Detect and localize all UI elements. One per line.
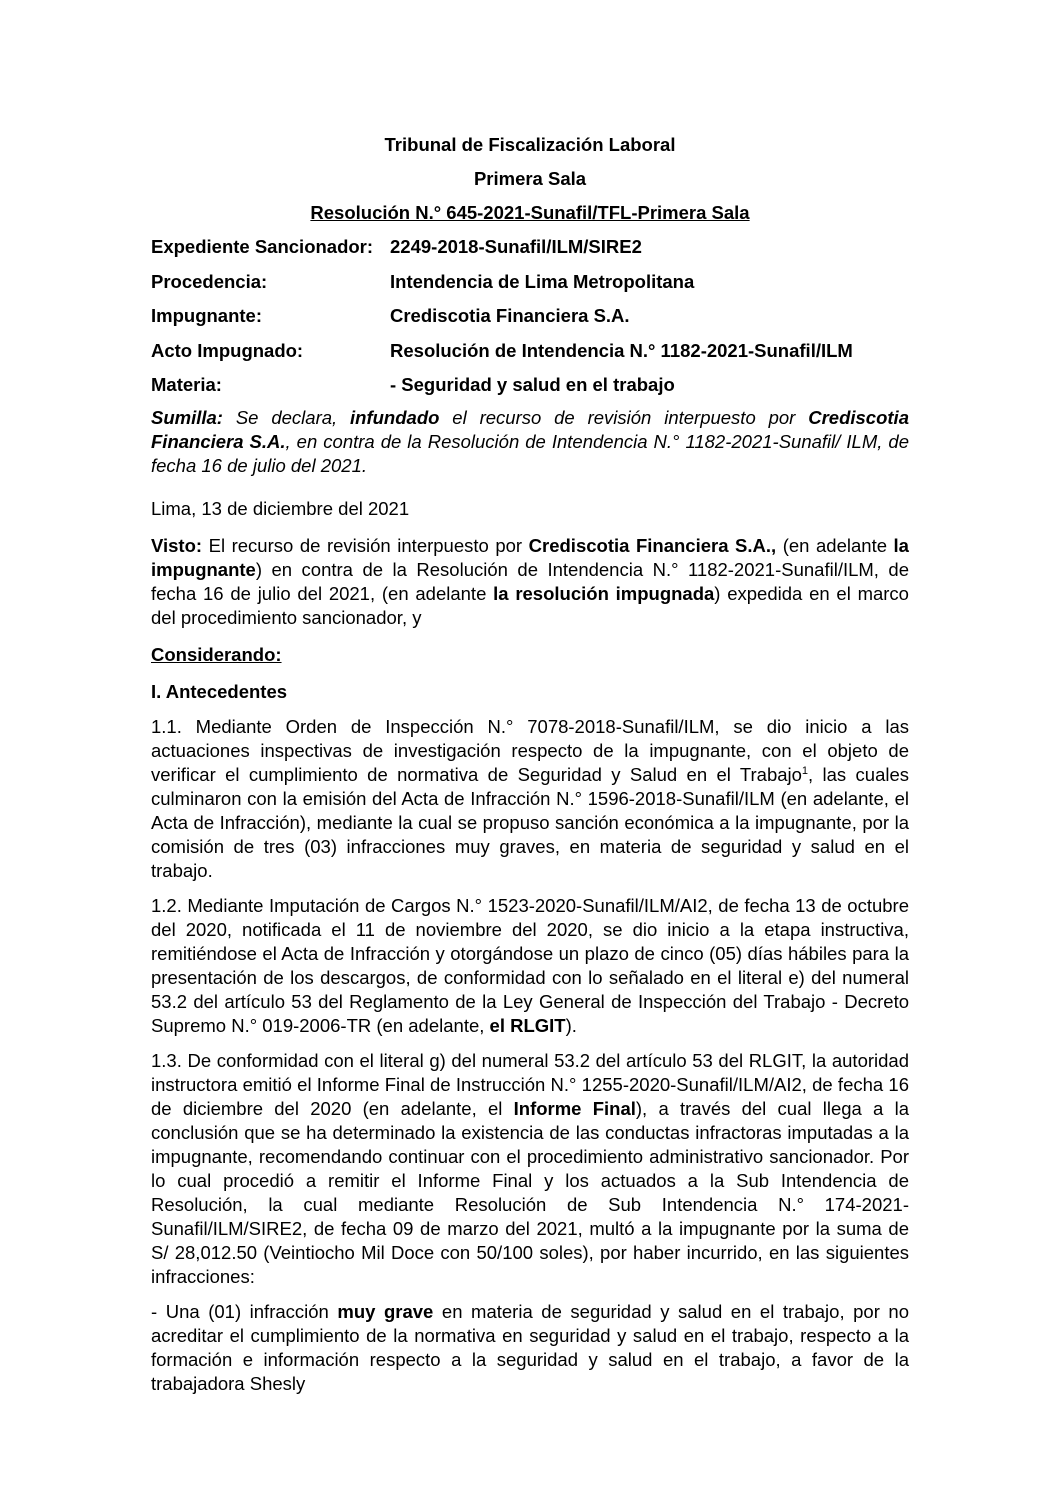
meta-label: Materia:: [151, 374, 222, 395]
text-run-bold: infundado: [350, 406, 440, 428]
visto-paragraph: [151, 534, 909, 630]
sumilla-label: Sumilla:: [151, 406, 223, 428]
meta-row-procedencia: [151, 265, 909, 300]
text-run-bold: Crediscotia Financiera S.A.,: [528, 534, 777, 556]
meta-value: Crediscotia Financiera S.A.: [390, 305, 630, 326]
resolution-number: Resolución N.° 645-2021-Sunafil/TFL-Primera Sala: [310, 202, 750, 223]
meta-row-expediente: [151, 230, 909, 265]
text-run: , las cuales culminaron con la emisión del Acta de Infracción N.° 1596-2018-Sunafil/ILM (en adelante, el Acta de Infracción), mediante la cual se propuso sanción económica a la impugnante, por la comisión de tres (03) infracciones muy graves, en materia de seguridad y salud en el trabajo.: [151, 763, 910, 881]
footnote-ref[interactable]: 1: [801, 764, 809, 777]
considerando-heading: Considerando:: [151, 643, 282, 665]
meta-label: Acto Impugnado:: [151, 339, 304, 361]
text-run: ), a través del cual llega a la conclusión que se ha determinado la existencia de las conductas infractoras imputadas a la impugnante, recomendando continuar con el procedimiento administrativo sancionador. Por lo cual procedió a remitir el Informe Final y los actuados a la Sub Intendencia de Resolución, la cual mediante Resolución de Sub Intendencia N.° 174-2021- Sunafil/ILM/SIRE2, de fecha 09 de marzo del 2021, multó a la impugnante por la suma de S/ 28,012.50 (Veintiocho Mil Doce con 50/100 soles), por haber incurrido, en las siguientes infracciones:: [151, 1097, 909, 1287]
sala-title: Primera Sala: [473, 168, 587, 189]
paragraph-1-2: [151, 894, 909, 1038]
case-metadata: [151, 230, 909, 403]
text-run: el recurso de revisión interpuesto por: [439, 406, 809, 428]
text-run: El recurso de revisión interpuesto por: [202, 534, 529, 556]
meta-value: Intendencia de Lima Metropolitana: [390, 270, 695, 292]
sumilla-paragraph: [151, 406, 909, 478]
section-heading-antecedentes: I. Antecedentes: [151, 680, 288, 702]
text-run-bold: la resolución impugnada: [493, 582, 715, 604]
text-run-bold: muy grave: [337, 1300, 434, 1322]
paragraph-1-1: [151, 715, 909, 883]
paragraph-infraction-1: [151, 1300, 909, 1396]
text-run: ) expedida en el marco del procedimiento sancionador, y: [151, 582, 909, 628]
tribunal-title: Tribunal de Fiscalización Laboral: [384, 134, 676, 155]
text-run: , en contra de la Resolución de Intendencia N.° 1182-2021-Sunafil/ ILM, de fecha 16 de julio del 2021.: [151, 430, 909, 476]
date-line: Lima, 13 de diciembre del 2021: [151, 497, 410, 519]
text-run-bold: Crediscotia Financiera S.A.: [151, 406, 909, 452]
meta-label: Impugnante:: [151, 305, 262, 326]
meta-label: Procedencia:: [151, 270, 268, 292]
meta-row-materia: [151, 368, 909, 403]
text-run-bold: Informe Final: [513, 1097, 636, 1119]
text-run: ).: [565, 1014, 577, 1036]
text-run: - Una (01) infracción: [151, 1300, 338, 1322]
text-run-bold: el RLGIT: [489, 1014, 566, 1036]
text-run-bold: la impugnante: [151, 534, 909, 580]
text-run: (en adelante: [776, 534, 894, 556]
meta-value: - Seguridad y salud en el trabajo: [390, 374, 675, 395]
meta-row-impugnante: [151, 299, 909, 334]
visto-label: Visto:: [151, 534, 203, 556]
text-run: 1.2. Mediante Imputación de Cargos N.° 1523-2020-Sunafil/ILM/AI2, de fecha 13 de octubre del 2020, notificada el 11 de noviembre del 2020, se dio inicio a la etapa instructiva, remitiéndose el Acta de Infracción y otorgándose un plazo de cinco (05) días hábiles para la presentación de los descargos, de conformidad con lo señalado en el literal e) del numeral 53.2 del artículo 53 del Reglamento de la Ley General de Inspección del Trabajo - Decreto Supremo N.° 019-2006-TR (en adelante,: [151, 894, 909, 1036]
meta-row-acto-impugnado: [151, 334, 909, 369]
paragraph-1-3: [151, 1049, 909, 1289]
text-run: en materia de seguridad y salud en el trabajo, por no acreditar el cumplimiento de la normativa en seguridad y salud en el trabajo, respecto a la formación e información respecto a la seguridad y salud en el trabajo, a favor de la trabajadora Shesly: [151, 1300, 910, 1394]
text-run: 1.1. Mediante Orden de Inspección N.° 7078-2018-Sunafil/ILM, se dio inicio a las actuaciones inspectivas de investigación respecto de la impugnante, con el objeto de verificar el cumplimiento de normativa de Seguridad y Salud en el Trabajo: [151, 715, 909, 785]
text-run: ) en contra de la Resolución de Intendencia N.° 1182-2021-Sunafil/ILM, de fecha 16 de julio del 2021, (en adelante: [151, 558, 909, 604]
document-page: [151, 128, 909, 1396]
text-run: 1.3. De conformidad con el literal g) del numeral 53.2 del artículo 53 del RLGIT, la autoridad instructora emitió el Informe Final de Instrucción N.° 1255-2020-Sunafil/ILM/AI2, de fecha 16 de diciembre del 2020 (en adelante, el: [151, 1049, 909, 1119]
text-run: Se declara,: [222, 406, 351, 428]
meta-label: Expediente Sancionador:: [151, 236, 374, 257]
meta-value: Resolución de Intendencia N.° 1182-2021-Sunafil/ILM: [390, 339, 853, 361]
meta-value: 2249-2018-Sunafil/ILM/SIRE2: [390, 236, 642, 257]
